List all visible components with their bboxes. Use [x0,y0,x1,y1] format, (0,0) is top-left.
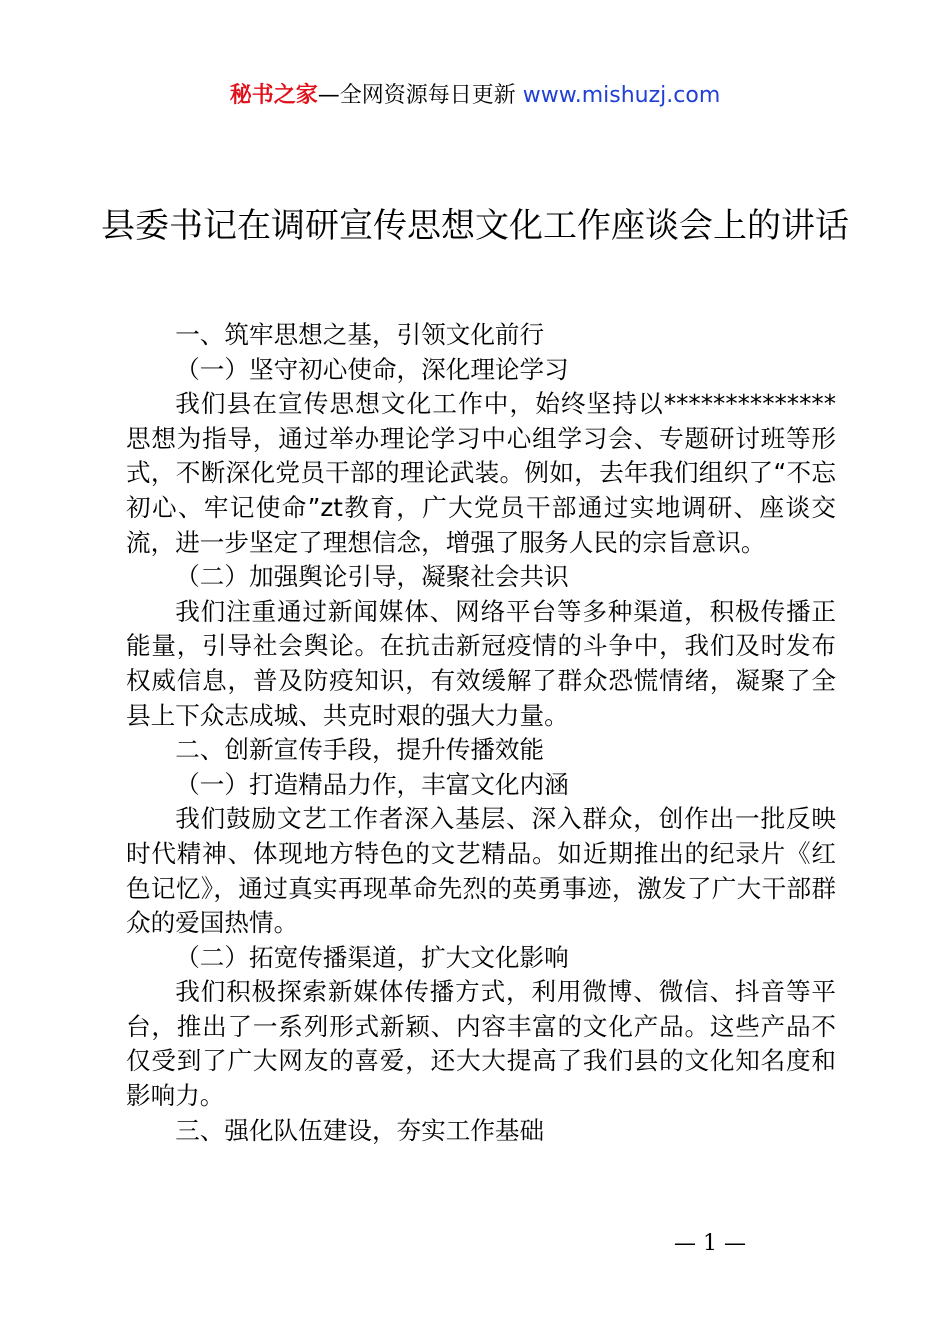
subsection-heading-2-2: （二）拓宽传播渠道，扩大文化影响 [175,942,569,972]
section-heading-1: 一、筑牢思想之基，引领文化前行 [175,320,545,349]
body-paragraph: 我们积极探索新媒体传播方式，利用微博、微信、抖音等平台，推出了一系列形式新颖、内容丰富的文化产品。这些产品不仅受到了广大网友的喜爱，还大大提高了我们县的文化知名度和影响力。 [126,977,836,1111]
section-heading-2: 二、创新宣传手段，提升传播效能 [175,735,545,765]
body-paragraph: 我们注重通过新闻媒体、网络平台等多种渠道，积极传播正能量，引导社会舆论。在抗击新冠疫情的斗争中，我们及时发布权威信息，普及防疫知识，有效缓解了群众恐慌情绪，凝聚了全县上下众志成城、共克时艰的强大力量。 [126,596,836,730]
subsection-heading-1-2: （二）加强舆论引导，凝聚社会共识 [175,562,569,592]
document-title: 县委书记在调研宣传思想文化工作座谈会上的讲话 [101,206,849,246]
site-url-link[interactable]: www.mishuzj.com [522,83,721,108]
site-header [0,80,950,112]
subsection-heading-1-1: （一）坚守初心使命，深化理论学习 [175,354,569,384]
section-heading-3: 三、强化队伍建设，夯实工作基础 [175,1115,545,1145]
body-paragraph: 我们鼓励文艺工作者深入基层、深入群众，创作出一批反映时代精神、体现地方特色的文艺精品。如近期推出的纪录片《红色记忆》，通过真实再现革命先烈的英勇事迹，激发了广大干部群众的爱国热情。 [126,804,836,938]
brand-name: 秘书之家 [229,83,318,108]
header-slogan: —全网资源每日更新 [317,83,523,108]
page-number: — 1 — [674,1231,746,1256]
subsection-heading-2-1: （一）打造精品力作，丰富文化内涵 [175,769,569,799]
body-paragraph: 我们县在宣传思想文化工作中，始终坚持以**************思想为指导，通过举办理论学习中心组学习会、专题研讨班等形式，不断深化党员干部的理论武装。例如，去年我们组织了“不忘初心、牢记使命”zt教育，广大党员干部通过实地调研、座谈交流，进一步坚定了理想信念，增强了服务人民的宗旨意识。 [126,389,836,557]
document-body [126,318,836,1148]
